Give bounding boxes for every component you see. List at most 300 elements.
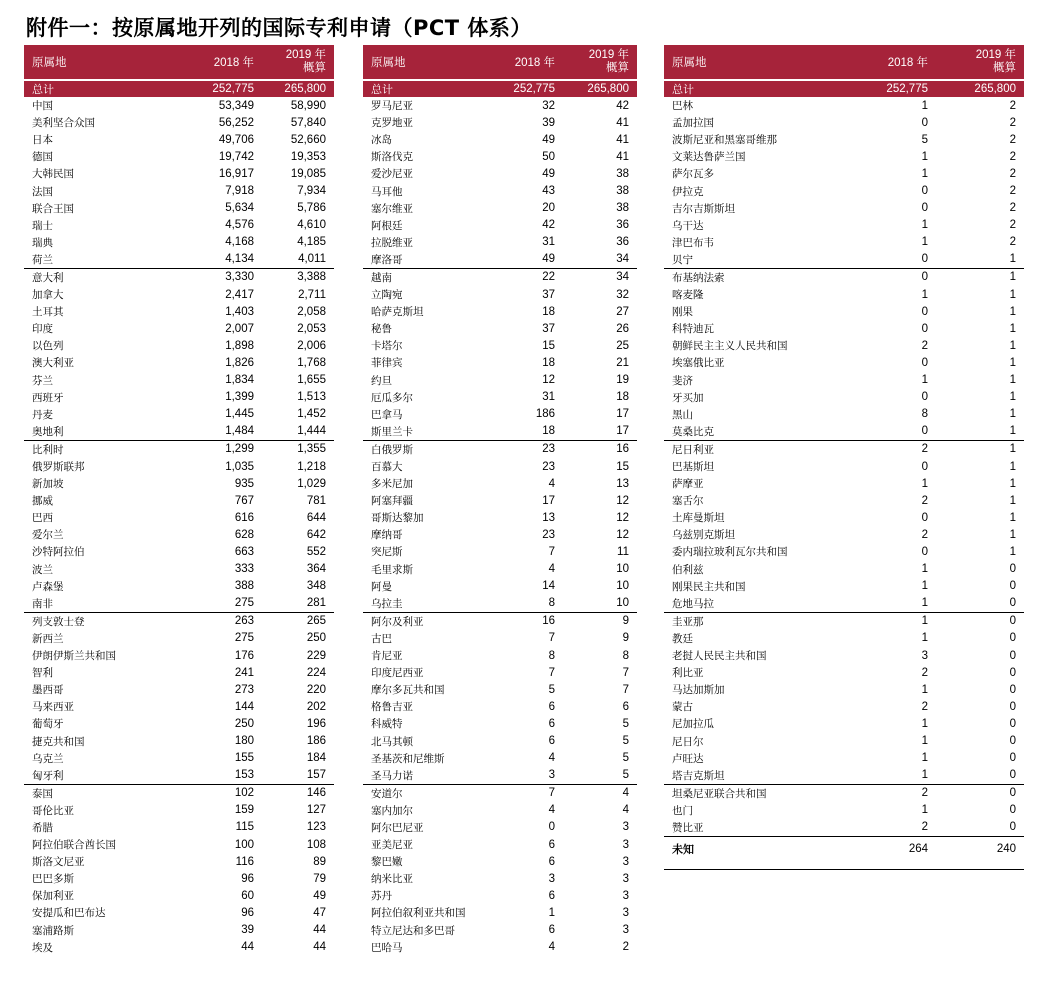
origin-cell: 莫桑比克 bbox=[672, 425, 714, 438]
value-2018-cell: 8 bbox=[548, 597, 555, 610]
value-2018-cell: 4 bbox=[548, 477, 555, 490]
origin-cell: 瑞士 bbox=[32, 219, 53, 232]
header-origin: 原属地 bbox=[672, 57, 707, 69]
value-2018-cell: 0 bbox=[921, 391, 928, 404]
table-row bbox=[363, 406, 637, 423]
origin-cell: 波兰 bbox=[32, 563, 53, 576]
value-2018-cell: 96 bbox=[241, 906, 254, 919]
row-group bbox=[363, 785, 637, 956]
value-2018-cell: 0 bbox=[548, 821, 555, 834]
origin-cell: 联合王国 bbox=[32, 202, 74, 215]
value-2019-cell: 123 bbox=[306, 821, 326, 834]
value-2019-cell: 1 bbox=[1009, 288, 1016, 301]
row-group bbox=[664, 97, 1024, 269]
value-2019-cell: 2 bbox=[1009, 167, 1016, 180]
value-2019-cell: 265 bbox=[306, 615, 326, 628]
origin-cell: 乌拉圭 bbox=[371, 597, 403, 610]
origin-cell: 土库曼斯坦 bbox=[672, 512, 725, 525]
table-row bbox=[24, 732, 334, 749]
value-2019-cell: 5 bbox=[622, 717, 629, 730]
value-2018-cell: 1 bbox=[921, 219, 928, 232]
value-2019-cell: 1 bbox=[1009, 528, 1016, 541]
origin-cell: 吉尔吉斯斯坦 bbox=[672, 202, 735, 215]
origin-cell: 巴哈马 bbox=[371, 941, 403, 954]
value-2019-cell: 21 bbox=[616, 356, 629, 369]
value-2019-cell: 229 bbox=[306, 649, 326, 662]
value-2018-cell: 4 bbox=[548, 563, 555, 576]
table-row bbox=[363, 337, 637, 354]
value-2019-cell: 41 bbox=[616, 133, 629, 146]
value-2019-cell: 4 bbox=[622, 804, 629, 817]
value-2018-cell: 628 bbox=[234, 528, 254, 541]
table-row bbox=[24, 613, 334, 630]
value-2018-cell: 16,917 bbox=[218, 167, 254, 180]
value-2019-cell: 7,934 bbox=[297, 185, 326, 198]
table-row bbox=[664, 320, 1024, 337]
value-2019-cell: 17 bbox=[616, 408, 629, 421]
origin-cell: 圣马力诺 bbox=[371, 769, 413, 782]
table-row bbox=[24, 441, 334, 458]
origin-cell: 埃塞俄比亚 bbox=[672, 357, 725, 370]
value-2019-cell: 0 bbox=[1009, 615, 1016, 628]
table-row bbox=[363, 251, 637, 268]
value-2019-cell: 13 bbox=[616, 477, 629, 490]
table-row bbox=[24, 406, 334, 423]
value-2018-cell: 1,834 bbox=[225, 374, 254, 387]
table-row bbox=[664, 286, 1024, 303]
origin-cell: 布基纳法索 bbox=[672, 271, 725, 284]
origin-cell: 印度尼西亚 bbox=[371, 667, 424, 680]
origin-cell: 塞尔维亚 bbox=[371, 202, 413, 215]
value-2019-cell: 42 bbox=[616, 99, 629, 112]
origin-cell: 爱沙尼亚 bbox=[371, 168, 413, 181]
row-group bbox=[363, 97, 637, 269]
value-2019-cell: 44 bbox=[313, 941, 326, 954]
value-2019-cell: 34 bbox=[616, 253, 629, 266]
table-row bbox=[664, 182, 1024, 199]
origin-cell: 菲律宾 bbox=[371, 357, 403, 370]
table-row bbox=[24, 853, 334, 870]
value-2019-cell: 9 bbox=[622, 615, 629, 628]
origin-cell: 匈牙利 bbox=[32, 769, 64, 782]
value-2019-cell: 1 bbox=[1009, 391, 1016, 404]
value-2018-cell: 0 bbox=[921, 305, 928, 318]
origin-cell: 危地马拉 bbox=[672, 597, 714, 610]
value-2018-cell: 1 bbox=[921, 477, 928, 490]
table-row bbox=[664, 148, 1024, 165]
value-2019-cell: 2 bbox=[1009, 236, 1016, 249]
value-2019-cell: 1 bbox=[1009, 356, 1016, 369]
value-2018-cell: 275 bbox=[234, 597, 254, 610]
value-2018-cell: 0 bbox=[921, 425, 928, 438]
value-2019-cell: 0 bbox=[1009, 752, 1016, 765]
value-2018-cell: 7 bbox=[548, 545, 555, 558]
value-2018-cell: 3,330 bbox=[225, 271, 254, 284]
table-row bbox=[363, 165, 637, 182]
value-2018-cell: 43 bbox=[542, 185, 555, 198]
row-group bbox=[24, 441, 334, 613]
value-2018-cell: 49 bbox=[542, 167, 555, 180]
origin-cell: 苏丹 bbox=[371, 890, 392, 903]
value-2019-cell: 202 bbox=[306, 700, 326, 713]
value-2019-cell: 47 bbox=[313, 906, 326, 919]
value-2018-cell: 18 bbox=[542, 356, 555, 369]
origin-cell: 阿曼 bbox=[371, 580, 392, 593]
table-body bbox=[24, 97, 334, 956]
value-2018-cell: 44 bbox=[241, 941, 254, 954]
value-2018-cell: 935 bbox=[234, 477, 254, 490]
row-group bbox=[24, 785, 334, 956]
value-2018-cell: 3 bbox=[921, 649, 928, 662]
origin-cell: 奥地利 bbox=[32, 425, 64, 438]
table-row bbox=[24, 767, 334, 784]
value-2018-cell: 23 bbox=[542, 460, 555, 473]
value-2019-cell: 7 bbox=[622, 683, 629, 696]
value-2019-cell: 1,655 bbox=[297, 374, 326, 387]
origin-cell: 萨摩亚 bbox=[672, 478, 704, 491]
origin-cell: 赞比亚 bbox=[672, 821, 704, 834]
table-row bbox=[24, 492, 334, 509]
table-row bbox=[24, 131, 334, 148]
table-body bbox=[363, 97, 637, 956]
origin-cell: 斯洛伐克 bbox=[371, 151, 413, 164]
table-row bbox=[363, 853, 637, 870]
origin-cell: 马耳他 bbox=[371, 185, 403, 198]
origin-cell: 塞浦路斯 bbox=[32, 924, 74, 937]
value-2018-cell: 15 bbox=[542, 339, 555, 352]
value-2018-cell: 0 bbox=[921, 460, 928, 473]
value-2019-cell: 2 bbox=[1009, 185, 1016, 198]
value-2018-cell: 7,918 bbox=[225, 185, 254, 198]
value-2018-cell: 1,826 bbox=[225, 356, 254, 369]
value-2019-cell: 196 bbox=[306, 717, 326, 730]
value-2018-cell: 18 bbox=[542, 305, 555, 318]
value-2019-cell: 5,786 bbox=[297, 202, 326, 215]
origin-cell: 伯利兹 bbox=[672, 563, 704, 576]
table-row bbox=[24, 939, 334, 956]
total-row: 总计 252,775 265,800 bbox=[24, 81, 334, 97]
value-2019-cell: 8 bbox=[622, 649, 629, 662]
value-2018-cell: 116 bbox=[235, 855, 254, 868]
origin-cell: 毛里求斯 bbox=[371, 563, 413, 576]
value-2018-cell: 1 bbox=[921, 735, 928, 748]
origin-cell: 安提瓜和巴布达 bbox=[32, 907, 106, 920]
value-2018-cell: 22 bbox=[542, 271, 555, 284]
table-header bbox=[24, 45, 334, 79]
value-2019-cell: 0 bbox=[1009, 700, 1016, 713]
value-2018-cell: 159 bbox=[234, 804, 254, 817]
value-2018-cell: 39 bbox=[241, 924, 254, 937]
table-row bbox=[363, 423, 637, 440]
value-2019-cell: 348 bbox=[306, 580, 326, 593]
table-row bbox=[664, 732, 1024, 749]
origin-cell: 摩纳哥 bbox=[371, 529, 403, 542]
table-row bbox=[363, 320, 637, 337]
table-row bbox=[363, 286, 637, 303]
table-row bbox=[363, 819, 637, 836]
value-2018-cell: 102 bbox=[234, 787, 254, 800]
origin-cell: 刚果 bbox=[672, 306, 693, 319]
origin-cell: 泰国 bbox=[32, 787, 53, 800]
origin-cell: 也门 bbox=[672, 804, 693, 817]
origin-cell: 芬兰 bbox=[32, 374, 53, 387]
value-2018-cell: 275 bbox=[234, 632, 254, 645]
value-2019-cell: 32 bbox=[616, 288, 629, 301]
table-row bbox=[24, 269, 334, 286]
value-2019-cell: 364 bbox=[306, 563, 326, 576]
origin-cell: 智利 bbox=[32, 667, 53, 680]
table-row bbox=[24, 836, 334, 853]
row-group bbox=[664, 613, 1024, 785]
table-row bbox=[664, 234, 1024, 251]
value-2019-cell: 18 bbox=[616, 391, 629, 404]
value-2019-cell: 7 bbox=[622, 666, 629, 679]
value-2018-cell: 1 bbox=[548, 906, 555, 919]
value-2019-cell: 10 bbox=[616, 580, 629, 593]
value-2019-cell: 2 bbox=[1009, 202, 1016, 215]
table-row bbox=[664, 458, 1024, 475]
value-2018-cell: 663 bbox=[234, 545, 254, 558]
value-2019-cell: 1 bbox=[1009, 271, 1016, 284]
value-2019-cell: 27 bbox=[616, 305, 629, 318]
origin-cell: 阿塞拜疆 bbox=[371, 495, 413, 508]
table-row bbox=[664, 251, 1024, 268]
table-row bbox=[24, 148, 334, 165]
value-2019-cell: 0 bbox=[1009, 632, 1016, 645]
value-2019-cell: 186 bbox=[306, 735, 326, 748]
table-row bbox=[664, 406, 1024, 423]
origin-cell: 突尼斯 bbox=[371, 546, 403, 559]
table-row bbox=[363, 715, 637, 732]
value-2018-cell: 1 bbox=[921, 374, 928, 387]
pct-table-2 bbox=[363, 45, 637, 956]
value-2019-cell: 15 bbox=[616, 460, 629, 473]
value-2019-cell: 10 bbox=[616, 597, 629, 610]
value-2019-cell: 44 bbox=[313, 924, 326, 937]
value-2019-cell: 3 bbox=[622, 924, 629, 937]
table-row bbox=[24, 97, 334, 114]
origin-cell: 爱尔兰 bbox=[32, 529, 64, 542]
origin-cell: 文莱达鲁萨兰国 bbox=[672, 151, 746, 164]
value-2018-cell: 1 bbox=[921, 615, 928, 628]
origin-cell: 约旦 bbox=[371, 374, 392, 387]
value-2019-cell: 2 bbox=[1009, 116, 1016, 129]
value-2018-cell: 39 bbox=[542, 116, 555, 129]
value-2018-cell: 13 bbox=[542, 511, 555, 524]
origin-cell: 波斯尼亚和黑塞哥维那 bbox=[672, 134, 777, 147]
value-2018-cell: 0 bbox=[921, 356, 928, 369]
table-row bbox=[664, 819, 1024, 836]
table-row bbox=[363, 131, 637, 148]
table-row bbox=[363, 732, 637, 749]
value-2018-cell: 1,403 bbox=[225, 305, 254, 318]
value-2019-cell: 36 bbox=[616, 236, 629, 249]
value-2018-cell: 42 bbox=[542, 219, 555, 232]
table-row bbox=[664, 423, 1024, 440]
value-2019-cell: 0 bbox=[1009, 666, 1016, 679]
value-2019-cell: 19,353 bbox=[290, 150, 326, 163]
table-row bbox=[24, 234, 334, 251]
header-2018: 2018 年 bbox=[887, 57, 928, 69]
origin-cell: 巴巴多斯 bbox=[32, 873, 74, 886]
value-2018-cell: 6 bbox=[548, 924, 555, 937]
origin-cell: 厄瓜多尔 bbox=[371, 391, 413, 404]
value-2019-cell: 1,513 bbox=[297, 391, 326, 404]
table-row bbox=[363, 526, 637, 543]
value-2018-cell: 31 bbox=[542, 391, 555, 404]
value-2018-cell: 1,484 bbox=[225, 425, 254, 438]
value-2018-cell: 1 bbox=[921, 150, 928, 163]
origin-cell: 纳米比亚 bbox=[371, 873, 413, 886]
origin-cell: 喀麦隆 bbox=[672, 289, 704, 302]
table-row bbox=[363, 698, 637, 715]
value-2018-cell: 388 bbox=[234, 580, 254, 593]
origin-cell: 塞内加尔 bbox=[371, 804, 413, 817]
value-2019-cell: 0 bbox=[1009, 804, 1016, 817]
value-2019-cell: 58,990 bbox=[290, 99, 326, 112]
unknown-row: 未知 264 240 bbox=[672, 843, 1016, 857]
row-group bbox=[24, 97, 334, 269]
table-row bbox=[24, 630, 334, 647]
origin-cell: 拉脱维亚 bbox=[371, 236, 413, 249]
value-2019-cell: 41 bbox=[616, 150, 629, 163]
page-title: 附件一：按原属地开列的国际专利申请（PCT 体系） bbox=[26, 16, 532, 40]
value-2019-cell: 89 bbox=[313, 855, 326, 868]
value-2019-cell: 781 bbox=[306, 494, 326, 507]
value-2018-cell: 7 bbox=[548, 632, 555, 645]
origin-cell: 罗马尼亚 bbox=[371, 100, 413, 113]
value-2019-cell: 19 bbox=[616, 374, 629, 387]
origin-cell: 比利时 bbox=[32, 443, 64, 456]
value-2019-cell: 4 bbox=[622, 787, 629, 800]
origin-cell: 丹麦 bbox=[32, 408, 53, 421]
origin-cell: 圭亚那 bbox=[672, 615, 704, 628]
origin-cell: 哥伦比亚 bbox=[32, 804, 74, 817]
table-row bbox=[24, 286, 334, 303]
origin-cell: 多米尼加 bbox=[371, 478, 413, 491]
value-2018-cell: 2 bbox=[921, 528, 928, 541]
origin-cell: 马达加斯加 bbox=[672, 684, 725, 697]
value-2019-cell: 1,218 bbox=[297, 460, 326, 473]
origin-cell: 卡塔尔 bbox=[371, 340, 403, 353]
row-group bbox=[664, 441, 1024, 613]
value-2018-cell: 1 bbox=[921, 769, 928, 782]
value-2019-cell: 3 bbox=[622, 872, 629, 885]
value-2018-cell: 1 bbox=[921, 752, 928, 765]
value-2019-cell: 2 bbox=[1009, 99, 1016, 112]
value-2018-cell: 5 bbox=[921, 133, 928, 146]
origin-cell: 澳大利亚 bbox=[32, 357, 74, 370]
table-row bbox=[363, 939, 637, 956]
value-2018-cell: 0 bbox=[921, 511, 928, 524]
origin-cell: 德国 bbox=[32, 151, 53, 164]
value-2018-cell: 1,445 bbox=[225, 408, 254, 421]
value-2019-cell: 3 bbox=[622, 838, 629, 851]
origin-cell: 委内瑞拉玻利瓦尔共和国 bbox=[672, 546, 788, 559]
table-row bbox=[363, 785, 637, 802]
pct-table-3 bbox=[664, 45, 1024, 870]
origin-cell: 百慕大 bbox=[371, 461, 403, 474]
value-2019-cell: 2,053 bbox=[297, 322, 326, 335]
value-2018-cell: 14 bbox=[542, 580, 555, 593]
value-2019-cell: 0 bbox=[1009, 717, 1016, 730]
table-row bbox=[24, 543, 334, 560]
value-2018-cell: 50 bbox=[542, 150, 555, 163]
origin-cell: 尼加拉瓜 bbox=[672, 718, 714, 731]
origin-cell: 墨西哥 bbox=[32, 684, 64, 697]
origin-cell: 卢森堡 bbox=[32, 580, 64, 593]
value-2019-cell: 2 bbox=[1009, 133, 1016, 146]
value-2018-cell: 18 bbox=[542, 425, 555, 438]
value-2018-cell: 4,576 bbox=[225, 219, 254, 232]
table-row bbox=[24, 578, 334, 595]
value-2018-cell: 4,168 bbox=[225, 236, 254, 249]
origin-cell: 俄罗斯联邦 bbox=[32, 461, 85, 474]
value-2018-cell: 20 bbox=[542, 202, 555, 215]
value-2019-cell: 12 bbox=[616, 494, 629, 507]
value-2018-cell: 1 bbox=[921, 632, 928, 645]
value-2019-cell: 0 bbox=[1009, 769, 1016, 782]
header-origin: 原属地 bbox=[371, 57, 406, 69]
table-row bbox=[664, 97, 1024, 114]
origin-cell: 阿根廷 bbox=[371, 219, 403, 232]
value-2018-cell: 1,399 bbox=[225, 391, 254, 404]
table-row bbox=[24, 887, 334, 904]
table-row bbox=[664, 269, 1024, 286]
table-header bbox=[664, 45, 1024, 79]
value-2019-cell: 36 bbox=[616, 219, 629, 232]
value-2018-cell: 49,706 bbox=[218, 133, 254, 146]
value-2018-cell: 6 bbox=[548, 838, 555, 851]
table-row bbox=[24, 922, 334, 939]
table-row bbox=[363, 441, 637, 458]
value-2018-cell: 23 bbox=[542, 443, 555, 456]
value-2019-cell: 4,610 bbox=[297, 219, 326, 232]
table-row bbox=[664, 750, 1024, 767]
value-2018-cell: 4 bbox=[548, 752, 555, 765]
table-row bbox=[363, 767, 637, 784]
value-2019-cell: 10 bbox=[616, 563, 629, 576]
table-row bbox=[24, 715, 334, 732]
value-2018-cell: 31 bbox=[542, 236, 555, 249]
table-row bbox=[363, 269, 637, 286]
value-2018-cell: 767 bbox=[234, 494, 254, 507]
value-2018-cell: 0 bbox=[921, 253, 928, 266]
table-row bbox=[664, 647, 1024, 664]
value-2019-cell: 79 bbox=[313, 872, 326, 885]
value-2019-cell: 0 bbox=[1009, 821, 1016, 834]
value-2018-cell: 1 bbox=[921, 167, 928, 180]
value-2018-cell: 7 bbox=[548, 666, 555, 679]
table-row bbox=[664, 630, 1024, 647]
table-row bbox=[664, 698, 1024, 715]
table-row bbox=[664, 131, 1024, 148]
table-row bbox=[24, 819, 334, 836]
value-2019-cell: 108 bbox=[306, 838, 326, 851]
value-2019-cell: 1 bbox=[1009, 443, 1016, 456]
table-row bbox=[363, 904, 637, 921]
value-2019-cell: 224 bbox=[306, 666, 326, 679]
value-2018-cell: 17 bbox=[542, 494, 555, 507]
origin-cell: 葡萄牙 bbox=[32, 718, 64, 731]
origin-cell: 冰岛 bbox=[371, 134, 392, 147]
origin-cell: 肯尼亚 bbox=[371, 650, 403, 663]
table-row bbox=[363, 922, 637, 939]
value-2018-cell: 19,742 bbox=[218, 150, 254, 163]
value-2019-cell: 2 bbox=[622, 941, 629, 954]
origin-cell: 乌克兰 bbox=[32, 752, 64, 765]
value-2018-cell: 1 bbox=[921, 99, 928, 112]
